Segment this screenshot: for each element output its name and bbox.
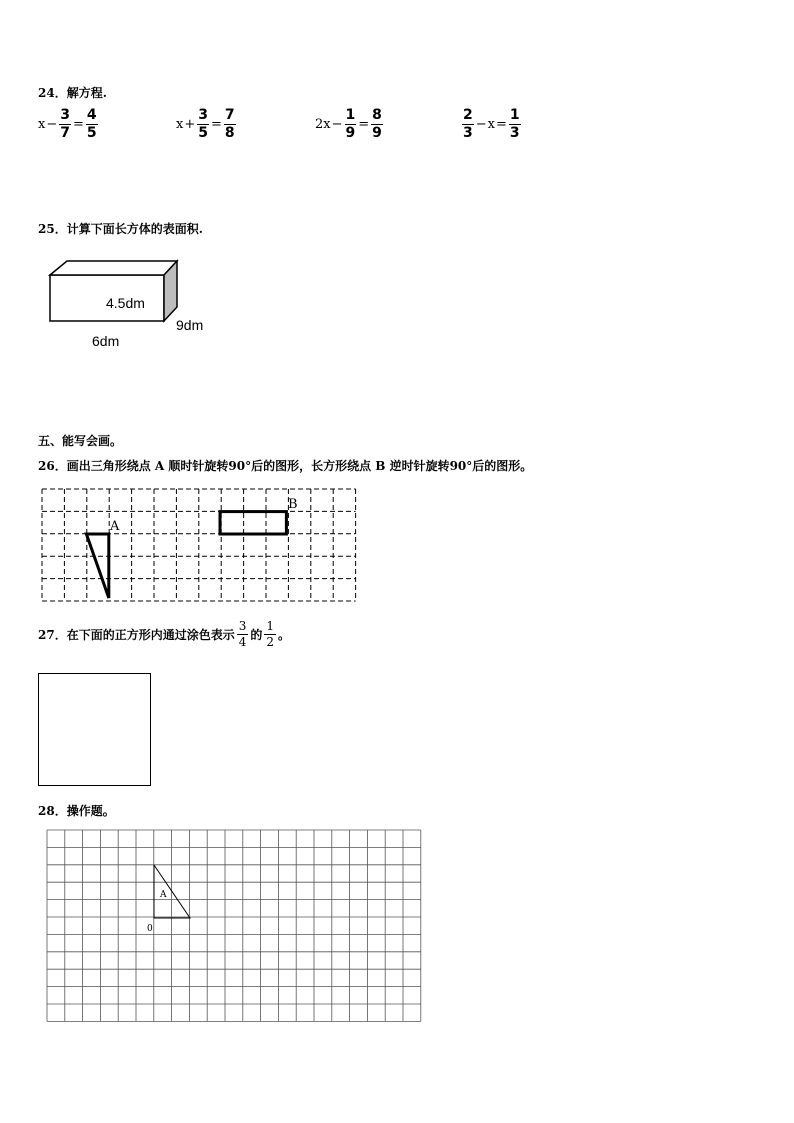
rectangle-shape	[220, 512, 286, 534]
eq2-den1: 5	[198, 125, 208, 141]
eq3-den2: 9	[372, 125, 382, 141]
eq2-fraction-right	[224, 108, 236, 141]
eq1-equals: =	[73, 117, 84, 132]
section5-title: 五、能写会画。	[38, 434, 123, 448]
eq4-fraction-right	[509, 108, 521, 141]
equation-1	[38, 108, 99, 141]
triangle-shape	[86, 534, 108, 598]
eq2-fraction-left	[197, 108, 209, 141]
eq1-num1: 3	[60, 107, 70, 123]
q27-frac1-num: 3	[238, 619, 247, 633]
triangle-label-a: A	[160, 890, 167, 900]
eq4-num2: 1	[509, 107, 520, 123]
solid-grid-lines	[47, 830, 421, 1021]
eq2-var: x	[176, 117, 184, 132]
eq4-fraction-left	[462, 108, 474, 141]
eq1-var: x	[38, 117, 46, 132]
equation-4	[461, 108, 522, 141]
eq1-den2: 5	[86, 125, 97, 141]
eq3-num1: 1	[345, 107, 356, 123]
q27-frac1-den: 4	[238, 635, 247, 649]
eq3-op: −	[331, 117, 343, 132]
q27-title	[38, 620, 290, 649]
point-a-label: A	[110, 519, 120, 534]
eq1-op: −	[46, 117, 58, 132]
eq3-var: 2x	[315, 117, 331, 132]
q26-title: 26．画出三角形绕点 A 顺时针旋转90°后的图形，长方形绕点 B 逆时针旋转90°后的图形。	[38, 459, 533, 473]
eq2-op: +	[184, 117, 196, 132]
rotation-grid	[40, 486, 358, 604]
blank-square	[38, 673, 151, 786]
origin-label-o: 0	[147, 924, 153, 934]
eq4-den2: 3	[509, 125, 520, 141]
q27-fraction-three-quarters	[237, 620, 249, 649]
eq4-equals: =	[496, 117, 507, 132]
eq2-den2: 8	[224, 125, 235, 141]
eq3-fraction-left	[345, 108, 357, 141]
eq3-num2: 8	[372, 107, 382, 123]
operation-grid	[46, 829, 426, 1025]
eq4-num1: 2	[463, 107, 473, 123]
equation-2	[176, 108, 237, 141]
point-b-label: B	[288, 497, 298, 512]
q27-text: 27．在下面的正方形内通过涂色表示	[38, 628, 235, 642]
eq1-num2: 4	[86, 107, 97, 123]
q28-title: 28．操作题。	[38, 804, 115, 818]
cuboid-top-face	[50, 261, 177, 275]
eq1-fraction-right	[86, 108, 98, 141]
q27-frac2-den: 2	[266, 635, 274, 649]
cuboid-height-label: 4.5dm	[106, 295, 145, 311]
q27-text-mid: 的	[250, 628, 263, 642]
eq3-fraction-right	[371, 108, 383, 141]
q27-frac2-num: 1	[266, 619, 274, 633]
eq2-num1: 3	[198, 107, 208, 123]
equation-3	[315, 108, 384, 141]
cuboid-length-label: 6dm	[92, 333, 120, 349]
q27-text-end: 。	[278, 628, 291, 642]
eq1-den1: 7	[60, 125, 70, 141]
eq3-equals: =	[358, 117, 370, 132]
eq2-num2: 7	[224, 107, 235, 123]
q27-fraction-half	[264, 620, 276, 649]
eq3-den1: 9	[345, 125, 356, 141]
q24-title: 24．解方程.	[38, 86, 107, 100]
eq2-equals: =	[211, 117, 222, 132]
eq4-op: −	[475, 117, 487, 132]
eq4-den1: 3	[463, 125, 473, 141]
eq4-var: x	[487, 117, 495, 132]
cuboid-depth-label: 9dm	[176, 317, 204, 333]
q25-title: 25．计算下面长方体的表面积.	[38, 222, 203, 236]
eq1-fraction-left	[59, 108, 71, 141]
